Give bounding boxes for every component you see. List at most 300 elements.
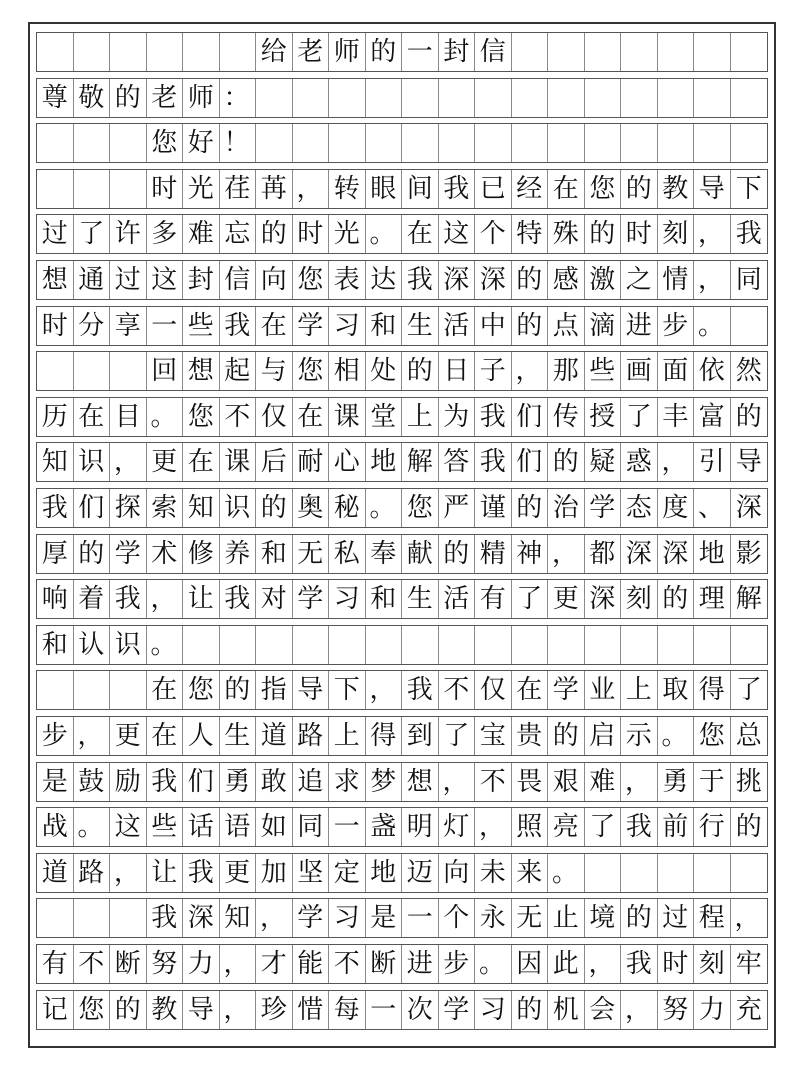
grid-cell: 老 [147,79,184,117]
grid-cell: 生 [402,580,439,618]
grid-cell: 严 [439,489,476,527]
grid-cell: 谨 [475,489,512,527]
grid-cell: 过 [37,215,74,253]
grid-cell: 。 [366,215,403,253]
grid-cell: ， [658,443,695,481]
grid-cell: 的 [512,489,549,527]
grid-cell: 索 [147,489,184,527]
grid-cell: 在 [512,671,549,709]
grid-cell: 进 [402,945,439,983]
grid-cell [585,854,622,892]
grid-cell: 间 [402,170,439,208]
grid-cell [110,352,147,390]
grid-cell: 人 [183,717,220,755]
grid-cell: 献 [402,535,439,573]
grid-cell: 如 [256,808,293,846]
grid-cell: ， [512,352,549,390]
grid-cell: 我 [147,899,184,937]
grid-cell: 。 [548,854,585,892]
grid-cell: 充 [735,994,762,1025]
grid-cell: 时 [147,170,184,208]
grid-cell: 步 [439,945,476,983]
grid-cell: 给 [256,33,293,71]
grid-cell: 殊 [548,215,585,253]
grid-cell: 我 [621,945,658,983]
grid-cell: 每 [329,991,366,1029]
grid-cell: 才 [256,945,293,983]
grid-cell: 得 [694,671,731,709]
grid-cell: 我 [220,307,257,345]
grid-row [36,169,768,209]
grid-cell [731,307,768,345]
grid-cell: 的 [512,991,549,1029]
grid-cell: 是 [37,763,74,801]
grid-cell: 挑 [735,766,762,797]
grid-cell: 在 [256,307,293,345]
grid-cell: 行 [694,808,731,846]
grid-cell: 与 [256,352,293,390]
grid-cell: 总 [735,721,762,751]
grid-cell [74,352,111,390]
grid-cell: 我 [621,808,658,846]
grid-cell [512,79,549,117]
grid-cell: 步 [658,307,695,345]
grid-cell: 一 [147,307,184,345]
grid-cell: 滴 [585,307,622,345]
grid-cell: 您 [183,671,220,709]
grid-cell: 在 [293,398,330,436]
grid-cell [512,626,549,664]
grid-cell: 此 [548,945,585,983]
grid-cell: 学 [585,489,622,527]
grid-cell: 我 [110,580,147,618]
grid-cell: 影 [735,538,762,569]
grid-cell: 步 [37,717,74,755]
grid-cell: 这 [147,261,184,299]
grid-cell: 多 [147,215,184,253]
grid-cell [329,626,366,664]
grid-cell: 路 [74,854,111,892]
grid-cell: 同 [293,808,330,846]
grid-cell: 情 [658,261,695,299]
grid-cell: 的 [402,352,439,390]
grid-cell: 画 [621,352,658,390]
grid-cell: 个 [439,899,476,937]
grid-cell: 表 [329,261,366,299]
grid-cell: 示 [621,717,658,755]
grid-cell: 在 [74,398,111,436]
grid-cell: 信 [220,261,257,299]
grid-cell: 荏 [220,170,257,208]
grid-cell: 师 [183,79,220,117]
grid-cell [366,124,403,162]
grid-cell: 光 [329,215,366,253]
grid-cell: 的 [74,535,111,573]
grid-cell: 的 [621,899,658,937]
grid-cell: 上 [402,398,439,436]
grid-cell: ， [110,854,147,892]
grid-cell [74,671,111,709]
grid-cell: 的 [110,79,147,117]
grid-cell: 解 [402,443,439,481]
grid-cell [621,79,658,117]
grid-cell: 奉 [366,535,403,573]
grid-cell: 次 [402,991,439,1029]
grid-cell: 更 [110,717,147,755]
grid-row [36,351,768,391]
grid-cell: 日 [439,352,476,390]
grid-cell: ， [110,443,147,481]
grid-cell: 和 [366,307,403,345]
grid-cell: 是 [366,899,403,937]
grid-cell: ， [366,671,403,709]
grid-cell: 您 [147,124,184,162]
grid-cell: 我 [220,580,257,618]
grid-cell: 尊 [37,79,74,117]
grid-cell: 来 [512,854,549,892]
grid-cell: 想 [183,352,220,390]
grid-cell [256,79,293,117]
grid-cell: 。 [147,626,184,664]
grid-cell: 知 [220,899,257,937]
grid-cell [512,124,549,162]
grid-cell: 指 [256,671,293,709]
grid-cell [731,626,768,664]
grid-cell [74,33,111,71]
grid-cell [37,170,74,208]
grid-cell [475,124,512,162]
grid-cell [366,626,403,664]
grid-cell: 通 [74,261,111,299]
grid-cell: 不 [329,945,366,983]
grid-row [36,762,768,802]
grid-cell: 过 [658,899,695,937]
grid-cell [220,33,257,71]
grid-cell [110,899,147,937]
grid-cell: 和 [256,535,293,573]
grid-cell [293,124,330,162]
grid-cell: 断 [110,945,147,983]
grid-cell: 力 [183,945,220,983]
grid-cell [439,626,476,664]
grid-cell: 忘 [220,215,257,253]
grid-cell: 心 [329,443,366,481]
grid-cell [621,854,658,892]
grid-cell: 您 [293,352,330,390]
grid-cell: 在 [147,671,184,709]
grid-cell: 境 [585,899,622,937]
grid-row [36,898,768,938]
grid-row [36,807,768,847]
grid-cell [658,626,695,664]
grid-cell: 分 [74,307,111,345]
grid-cell [256,124,293,162]
grid-cell: 精 [475,535,512,573]
grid-row [36,32,768,72]
grid-cell [293,79,330,117]
grid-cell: 让 [183,580,220,618]
grid-cell [37,671,74,709]
grid-cell: ， [220,991,257,1029]
grid-cell: ， [220,945,257,983]
grid-cell: 的 [621,170,658,208]
grid-cell: 追 [293,763,330,801]
grid-cell [366,79,403,117]
grid-cell: 一 [402,33,439,71]
grid-cell: 深 [621,535,658,573]
grid-cell: 中 [475,307,512,345]
grid-cell: 让 [147,854,184,892]
grid-cell: 于 [694,763,731,801]
grid-cell: 上 [329,717,366,755]
grid-cell: 时 [621,215,658,253]
grid-cell: 我 [37,489,74,527]
grid-cell: 们 [512,398,549,436]
grid-cell [731,854,768,892]
grid-cell: 牢 [735,949,762,979]
grid-cell [37,33,74,71]
grid-cell [110,671,147,709]
grid-row [36,306,768,346]
grid-cell: 。 [694,307,731,345]
grid-cell: 得 [366,717,403,755]
grid-cell: 学 [293,899,330,937]
grid-cell: 地 [366,443,403,481]
grid-cell: 前 [658,808,695,846]
grid-cell: 答 [439,443,476,481]
grid-cell [621,33,658,71]
grid-row [36,579,768,619]
grid-row [36,625,768,665]
grid-cell: ， [694,215,731,253]
grid-cell: 下 [329,671,366,709]
grid-cell: 刻 [621,580,658,618]
grid-cell: 的 [439,535,476,573]
grid-cell: 引 [694,443,731,481]
grid-cell [37,124,74,162]
grid-cell: 治 [548,489,585,527]
grid-cell: 授 [585,398,622,436]
grid-cell [110,124,147,162]
grid-cell: 有 [475,580,512,618]
grid-cell: 转 [329,170,366,208]
grid-cell: 惑 [621,443,658,481]
grid-cell [402,79,439,117]
grid-cell: 苒 [256,170,293,208]
grid-cell: 和 [37,626,74,664]
grid-cell: 堂 [366,398,403,436]
grid-cell: 个 [475,215,512,253]
grid-cell: 探 [110,489,147,527]
grid-cell: 学 [293,580,330,618]
grid-cell: 课 [220,443,257,481]
grid-cell: 记 [37,991,74,1029]
grid-cell: 子 [475,352,512,390]
grid-cell: 明 [402,808,439,846]
grid-cell: 的 [585,215,622,253]
grid-cell: 目 [110,398,147,436]
grid-cell: 些 [147,808,184,846]
grid-cell [37,899,74,937]
grid-cell: ， [548,535,585,573]
grid-cell: 会 [585,991,622,1029]
grid-cell: 深 [585,580,622,618]
grid-row [36,488,768,528]
grid-cell: 坚 [293,854,330,892]
grid-cell: 战 [37,808,74,846]
grid-cell: 下 [735,173,762,204]
grid-cell: 刻 [658,215,695,253]
grid-cell: 路 [293,717,330,755]
grid-cell: 有 [37,945,74,983]
grid-cell: 疑 [585,443,622,481]
grid-cell: 面 [658,352,695,390]
grid-cell: 秘 [329,489,366,527]
grid-cell: 更 [147,443,184,481]
grid-cell: 因 [512,945,549,983]
grid-cell [147,33,184,71]
grid-cell: 程 [694,899,731,937]
grid-cell: 习 [329,307,366,345]
grid-cell [658,79,695,117]
grid-cell: 活 [439,307,476,345]
grid-cell: 努 [147,945,184,983]
grid-cell: 梦 [366,763,403,801]
grid-cell: 和 [366,580,403,618]
grid-cell: 我 [402,671,439,709]
grid-cell: ， [256,899,293,937]
grid-cell: 耐 [293,443,330,481]
grid-cell [658,854,695,892]
grid-cell: 了 [621,398,658,436]
grid-cell: 好 [183,124,220,162]
grid-cell: 道 [256,717,293,755]
grid-cell: ， [439,763,476,801]
grid-cell: 的 [548,717,585,755]
grid-cell [731,79,768,117]
grid-row [36,853,768,893]
grid-cell: 亮 [548,808,585,846]
grid-cell: 地 [366,854,403,892]
grid-cell [585,33,622,71]
grid-cell: 同 [735,265,762,295]
grid-cell [402,124,439,162]
grid-cell: 仅 [256,398,293,436]
grid-cell: 理 [694,580,731,618]
grid-cell [658,33,695,71]
grid-cell [110,170,147,208]
grid-cell [694,124,731,162]
grid-cell: 活 [439,580,476,618]
grid-cell [329,79,366,117]
grid-cell [293,626,330,664]
grid-cell: 您 [585,170,622,208]
grid-cell: 我 [147,763,184,801]
grid-cell: 响 [37,580,74,618]
grid-cell: 勇 [658,763,695,801]
grid-cell: 一 [329,808,366,846]
grid-cell: 时 [37,307,74,345]
grid-cell: 求 [329,763,366,801]
grid-cell [694,79,731,117]
grid-cell: 深 [658,535,695,573]
grid-cell: 知 [183,489,220,527]
grid-cell: 进 [621,307,658,345]
grid-cell: 达 [366,261,403,299]
grid-cell: 惜 [293,991,330,1029]
grid-cell: 已 [475,170,512,208]
grid-cell: 解 [735,584,762,615]
grid-cell: 历 [37,398,74,436]
grid-cell [585,626,622,664]
grid-cell: 的 [512,307,549,345]
grid-cell: 学 [548,671,585,709]
grid-cell: 敬 [74,79,111,117]
grid-cell: 教 [147,991,184,1029]
grid-cell [694,854,731,892]
grid-cell: 您 [293,261,330,299]
grid-cell: 深 [183,899,220,937]
grid-cell: 过 [110,261,147,299]
grid-cell: 时 [658,945,695,983]
grid-cell: 定 [329,854,366,892]
grid-cell [731,124,768,162]
grid-cell: 对 [256,580,293,618]
grid-cell: 导 [735,447,762,478]
grid-cell [329,124,366,162]
grid-cell: 我 [735,219,762,250]
grid-cell: 的 [110,991,147,1029]
grid-cell: 畏 [512,763,549,801]
grid-cell: 相 [329,352,366,390]
grid-cell: 着 [74,580,111,618]
grid-cell: ， [585,945,622,983]
grid-cell: 。 [74,808,111,846]
grid-cell: 学 [293,307,330,345]
grid-row [36,397,768,437]
grid-cell [74,124,111,162]
grid-cell [548,626,585,664]
grid-cell: 一 [366,991,403,1029]
grid-cell [548,124,585,162]
grid-cell: 深 [439,261,476,299]
grid-cell: 的 [658,580,695,618]
grid-cell: 导 [183,991,220,1029]
grid-cell: 许 [110,215,147,253]
grid-cell: 勇 [220,763,257,801]
grid-cell [439,79,476,117]
grid-cell: 奥 [293,489,330,527]
grid-cell: 丰 [658,398,695,436]
grid-cell: 您 [402,489,439,527]
grid-row [36,442,768,482]
grid-cell: 照 [512,808,549,846]
grid-cell: 的 [366,33,403,71]
grid-cell: 语 [220,808,257,846]
grid-cell: ， [147,580,184,618]
grid-cell: 的 [735,401,762,432]
grid-cell [621,124,658,162]
grid-cell: 们 [74,489,111,527]
grid-cell: 的 [256,215,293,253]
grid-cell: 导 [694,170,731,208]
grid-cell: 的 [220,671,257,709]
grid-cell: 养 [220,535,257,573]
grid-cell: 我 [475,443,512,481]
grid-cell: 态 [621,489,658,527]
grid-cell: 。 [147,398,184,436]
grid-cell: 识 [110,626,147,664]
